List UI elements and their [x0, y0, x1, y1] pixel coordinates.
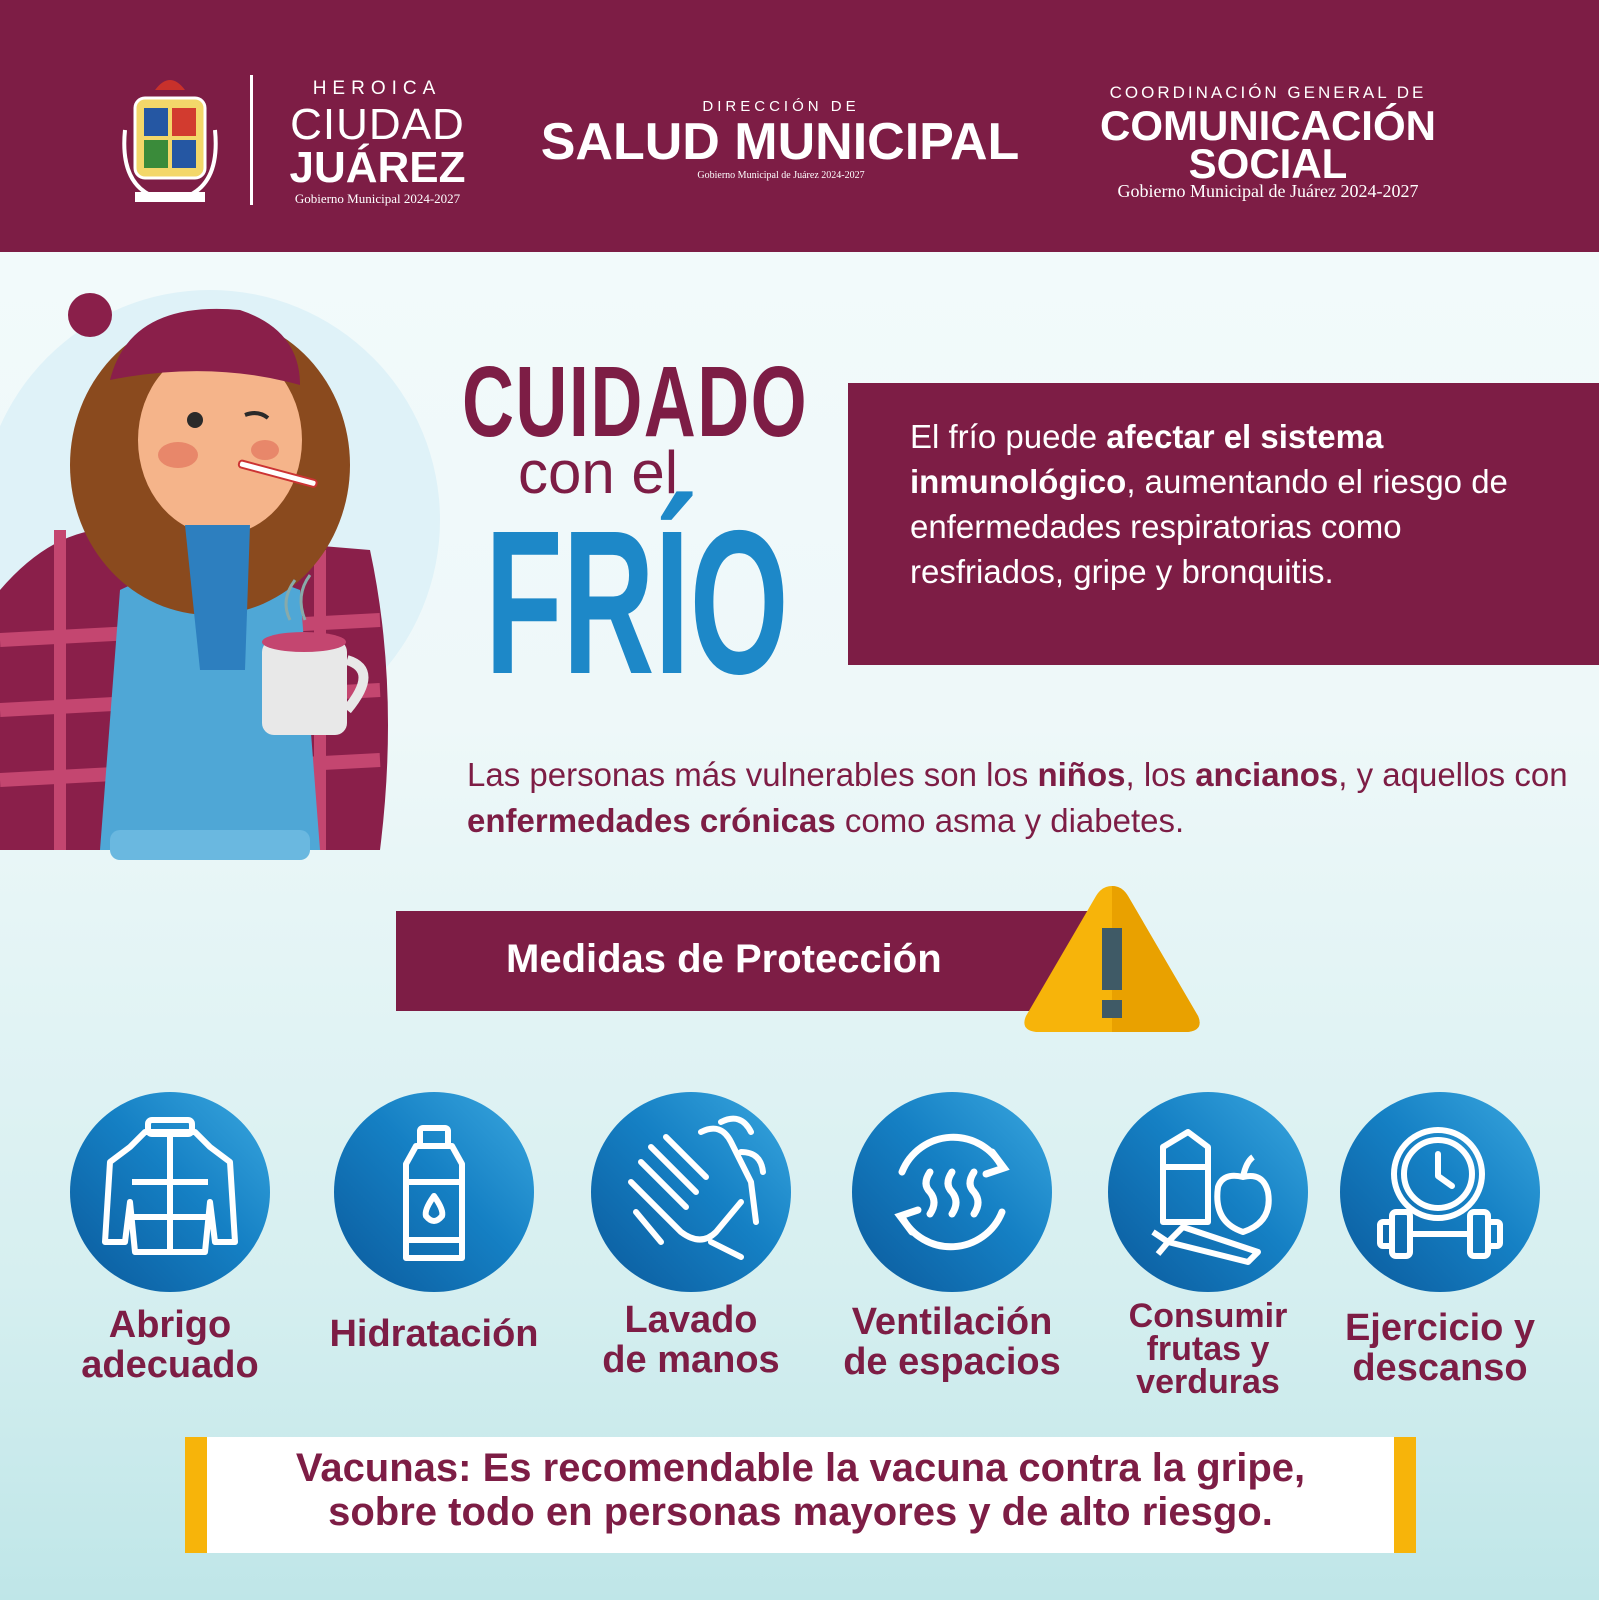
measure-label-line: frutas y: [1146, 1330, 1270, 1368]
title-frio: FRÍO: [485, 488, 789, 717]
measure-label-lavado: [571, 1300, 811, 1380]
logo-comunicacion: COMUNICACIÓN: [1100, 102, 1436, 149]
vacunas-text-1: Es recomendable la vacuna contra la gripe,: [471, 1446, 1306, 1490]
title-cuidado: CUIDADO: [462, 346, 809, 458]
medidas-title: Medidas de Protección: [506, 937, 942, 981]
vulnerable-text: [467, 752, 1577, 844]
measure-label-abrigo: [50, 1305, 290, 1385]
vacunas-text-2: sobre todo en personas mayores y de alto riesgo.: [328, 1490, 1273, 1534]
logo-gobierno-1: Gobierno Municipal 2024-2027: [294, 191, 461, 206]
title-con-el: con el: [518, 439, 679, 506]
vulnerable-text-bold: enfermedades crónicas: [467, 802, 836, 839]
logo-direccion: DIRECCIÓN DE: [702, 98, 860, 115]
measure-label-line: de espacios: [843, 1341, 1061, 1383]
vulnerable-text-part: como asma y diabetes.: [835, 802, 1185, 839]
info-text-part: , aumentando el riesgo de enfermedades respiratorias como resfriados, gripe y bronquitis.: [910, 463, 1508, 590]
info-text-part: El frío puede: [910, 418, 1107, 455]
logo-gobierno-3: Gobierno Municipal de Juárez 2024-2027: [1117, 181, 1419, 201]
vacunas-line-1: [207, 1446, 1394, 1490]
measure-label-line: Ventilación: [851, 1301, 1053, 1343]
logo-ciudad: CIUDAD: [290, 100, 465, 149]
measure-label-line: descanso: [1352, 1347, 1528, 1389]
logo-juarez: JUÁREZ: [289, 143, 466, 192]
measure-label-line: Ejercicio y: [1344, 1307, 1536, 1349]
fruits-vegetables-icon: [1108, 1092, 1308, 1292]
vacunas-text: [207, 1446, 1394, 1534]
water-bottle-icon: [334, 1092, 534, 1292]
measure-label-line: Hidratación: [329, 1313, 539, 1355]
measure-label-ventilacion: [822, 1302, 1082, 1382]
logo-social: SOCIAL: [1188, 140, 1348, 187]
measure-label-consumir: [1088, 1297, 1328, 1401]
measure-label-line: Consumir: [1128, 1297, 1288, 1335]
vulnerable-text-part: , y aquellos con: [1338, 756, 1568, 793]
vulnerable-text-part: Las personas más vulnerables son los: [467, 756, 1038, 793]
logo-gobierno-2: Gobierno Municipal de Juárez 2024-2027: [697, 170, 865, 181]
measure-label-line: Lavado: [624, 1299, 758, 1341]
vulnerable-text-bold: ancianos: [1195, 756, 1339, 793]
logo-coordinacion: COORDINACIÓN GENERAL DE: [1109, 83, 1427, 102]
logo-heroica: HEROICA: [312, 78, 442, 99]
warning-icon: [1018, 878, 1206, 1038]
jacket-icon: [70, 1092, 270, 1292]
ventilation-icon: [852, 1092, 1052, 1292]
info-text-bold: afectar el sistema inmunológico: [910, 418, 1384, 500]
sick-woman-illustration: [0, 290, 460, 880]
vacunas-label: Vacunas:: [295, 1446, 472, 1490]
info-text: [910, 414, 1550, 594]
logo-salud-municipal: SALUD MUNICIPAL: [540, 113, 1020, 171]
exercise-rest-icon: [1340, 1092, 1540, 1292]
header-divider: [250, 75, 253, 205]
vulnerable-text-part: , los: [1125, 756, 1196, 793]
measure-label-line: Abrigo: [108, 1304, 232, 1346]
coat-of-arms-logo: [120, 70, 220, 210]
measure-label-line: verduras: [1136, 1363, 1280, 1401]
measure-label-ejercicio: [1320, 1308, 1560, 1388]
measure-label-hidratacion: [314, 1314, 554, 1354]
measure-label-line: de manos: [602, 1339, 780, 1381]
hand-washing-icon: [591, 1092, 791, 1292]
measure-label-line: adecuado: [81, 1344, 259, 1386]
vulnerable-text-bold: niños: [1037, 756, 1126, 793]
